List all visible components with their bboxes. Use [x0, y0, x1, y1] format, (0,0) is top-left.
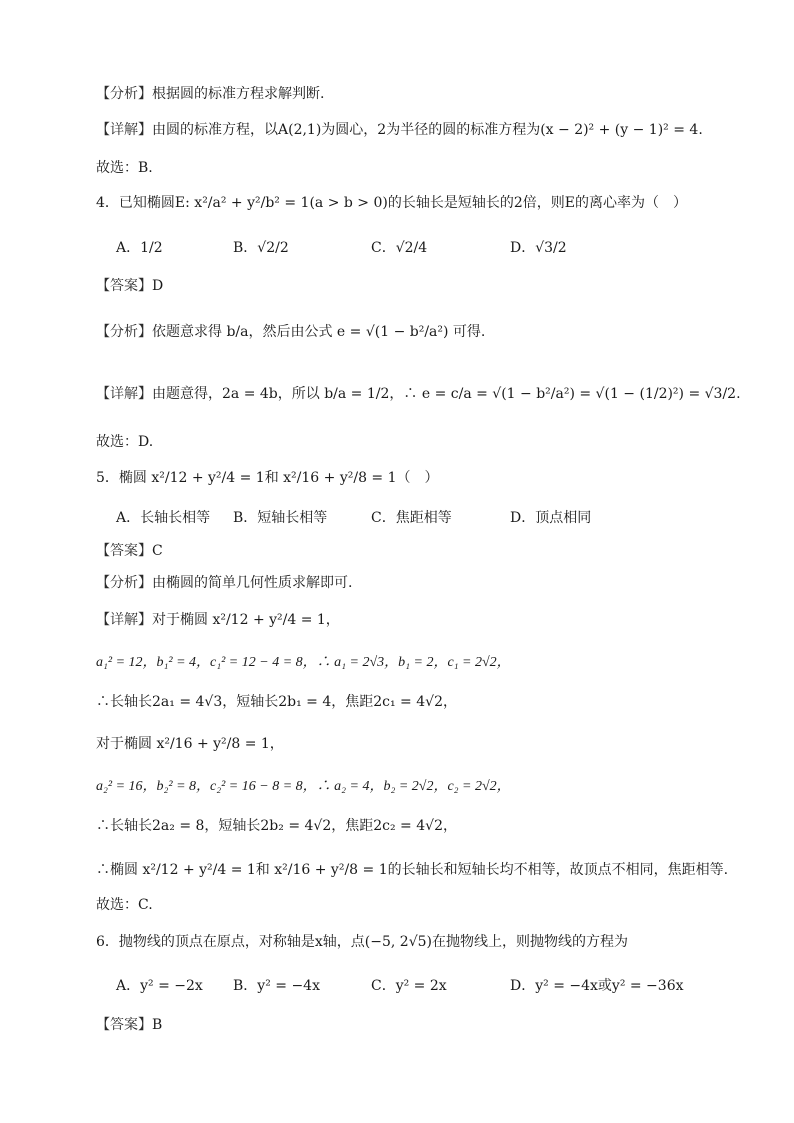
line-text: ∴椭圆 x²/12 + y²/4 = 1和 x²/16 + y²/8 = 1的长轴长和短轴长均不相等，故顶点不相同，焦距相等.: [96, 862, 729, 878]
detail-line-q5-ellipse2: [96, 734, 284, 754]
q6-option-a: A．y² = −2x: [116, 978, 203, 994]
q4-option-b: B．√2/2: [233, 240, 289, 256]
line-text: 依题意求得 b/a，然后由公式 e = √(1 − b²/a²) 可得.: [152, 324, 486, 340]
q4-option-a: A．1/2: [116, 240, 163, 256]
line-text: ∴长轴长2a₁ = 4√3，短轴长2b₁ = 4，焦距2c₁ = 4√2，: [96, 694, 457, 710]
line-text: 6．抛物线的顶点在原点，对称轴是x轴，点(−5, 2√5)在抛物线上，则抛物线的方程为: [96, 934, 628, 950]
detail-line-q4: [96, 384, 741, 404]
analysis-line-q5: [96, 573, 352, 593]
line-tag: 【详解】: [96, 386, 152, 402]
line-text: 对于椭圆 x²/12 + y²/4 = 1，: [152, 612, 340, 628]
detail-line-q5-conclusion: [96, 860, 728, 880]
line-text: B: [152, 1017, 163, 1033]
detail-line-q5-a1: [96, 652, 511, 673]
line-text: 由椭圆的简单几何性质求解即可.: [152, 575, 353, 591]
line-text: 故选：C.: [96, 897, 153, 913]
q4-option-c: C．√2/4: [371, 240, 428, 256]
q5-option-b: B．短轴长相等: [233, 510, 328, 526]
line-text: 5．椭圆 x²/12 + y²/4 = 1和 x²/16 + y²/8 = 1（ ）: [96, 470, 439, 486]
line-text: 由题意得，2a = 4b，所以 b/a = 1/2，∴ e = c/a = √(1 − b²/a²) = √(1 − (1/2)²) = √3/2.: [152, 386, 741, 402]
line-text: 由圆的标准方程，以A(2,1)为圆心，2为半径的圆的标准方程为(x − 2)² + (y − 1)² = 4.: [152, 122, 703, 138]
line-tag: 【详解】: [96, 612, 152, 628]
line-tag: 【答案】: [96, 278, 152, 294]
question-4: [96, 193, 687, 213]
q5-option-d: D．顶点相同: [510, 510, 592, 526]
line-text: 故选：D.: [96, 434, 154, 450]
choice-line-q3: [96, 158, 153, 178]
q6-option-b: B．y² = −4x: [233, 978, 320, 994]
line-tag: 【详解】: [96, 122, 152, 138]
line-tag: 【分析】: [96, 86, 152, 102]
line-text: 4．已知椭圆E: x²/a² + y²/b² = 1(a > b > 0)的长轴长是短轴长的2倍，则E的离心率为（ ）: [96, 195, 687, 211]
detail-line-q5-lengths1: [96, 692, 457, 712]
detail-line-q3: [96, 120, 703, 140]
line-tag: 【分析】: [96, 575, 152, 591]
q5-option-a: A．长轴长相等: [116, 510, 211, 526]
line-text: 故选：B.: [96, 160, 153, 176]
q6-option-c: C．y² = 2x: [371, 978, 447, 994]
answer-line-q6: [96, 1015, 162, 1035]
analysis-line-q4: [96, 322, 485, 342]
line-text: 对于椭圆 x²/16 + y²/8 = 1，: [96, 736, 284, 752]
answer-line-q5: [96, 541, 163, 561]
q6-option-d: D．y² = −4x或y² = −36x: [510, 978, 684, 994]
line-tag: 【答案】: [96, 1017, 152, 1033]
line-tag: 【分析】: [96, 324, 152, 340]
answer-line-q4: [96, 276, 163, 296]
line-tag: 【答案】: [96, 543, 152, 559]
question-6: [96, 932, 628, 952]
line-text: a₂² = 16，b₂² = 8，c₂² = 16 − 8 = 8，∴ a₂ = 4，b₂ = 2√2，c₂ = 2√2，: [96, 779, 511, 794]
detail-line-q5-a2: [96, 776, 511, 797]
detail-line-q5: [96, 610, 340, 630]
question-5: [96, 468, 439, 488]
line-text: 根据圆的标准方程求解判断.: [152, 86, 325, 102]
line-text: ∴长轴长2a₂ = 8，短轴长2b₂ = 4√2，焦距2c₂ = 4√2，: [96, 818, 457, 834]
q5-option-c: C．焦距相等: [371, 510, 452, 526]
line-text: C: [152, 543, 163, 559]
detail-line-q5-lengths2: [96, 816, 457, 836]
line-text: D: [152, 278, 164, 294]
q4-option-d: D．√3/2: [510, 240, 567, 256]
analysis-line-q3: [96, 84, 324, 104]
choice-line-q5: [96, 895, 153, 915]
line-text: a₁² = 12，b₁² = 4，c₁² = 12 − 4 = 8，∴ a₁ = 2√3，b₁ = 2，c₁ = 2√2，: [96, 655, 511, 670]
choice-line-q4: [96, 432, 153, 452]
